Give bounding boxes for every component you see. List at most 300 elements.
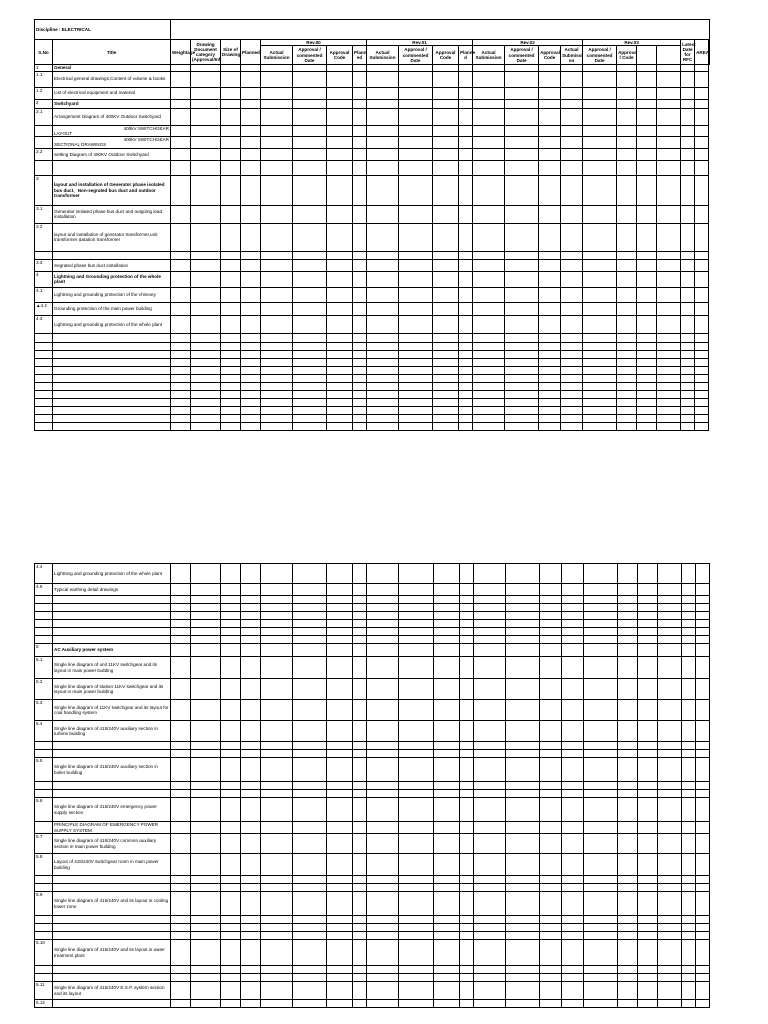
table-cell bbox=[681, 966, 695, 974]
table-cell bbox=[657, 160, 681, 175]
table-cell bbox=[681, 137, 695, 149]
table-cell bbox=[261, 99, 293, 108]
table-cell bbox=[367, 742, 399, 750]
row-sno bbox=[35, 604, 53, 612]
table-cell bbox=[561, 834, 583, 854]
table-cell bbox=[327, 108, 353, 125]
table-cell bbox=[241, 644, 261, 657]
table-cell bbox=[171, 148, 191, 160]
table-cell bbox=[617, 854, 637, 876]
row-sno bbox=[35, 750, 53, 758]
table-cell bbox=[261, 287, 293, 302]
table-cell bbox=[681, 700, 695, 721]
table-cell bbox=[657, 398, 681, 406]
table-cell bbox=[327, 287, 353, 302]
table-cell bbox=[695, 924, 709, 932]
table-cell bbox=[241, 414, 261, 422]
table-cell bbox=[473, 679, 505, 700]
table-cell bbox=[221, 374, 241, 382]
table-cell bbox=[367, 414, 399, 422]
table-cell bbox=[171, 742, 191, 750]
row-sno: 5.7 bbox=[35, 834, 53, 854]
table-cell bbox=[505, 822, 539, 834]
table-cell bbox=[617, 916, 637, 924]
table-cell bbox=[293, 644, 327, 657]
table-cell bbox=[293, 406, 327, 414]
table-cell bbox=[327, 822, 353, 834]
row-sno bbox=[35, 932, 53, 940]
table-cell bbox=[171, 628, 191, 636]
table-cell bbox=[583, 916, 617, 924]
table-cell bbox=[327, 782, 353, 790]
table-cell bbox=[433, 834, 459, 854]
table-cell bbox=[561, 916, 583, 924]
row-sno: 2.1 bbox=[35, 108, 53, 125]
table-cell bbox=[221, 382, 241, 390]
table-cell bbox=[505, 137, 539, 149]
table-cell bbox=[459, 205, 473, 223]
table-cell bbox=[473, 398, 505, 406]
table-cell bbox=[505, 414, 539, 422]
table-cell bbox=[637, 612, 657, 620]
table-cell bbox=[191, 700, 221, 721]
table-cell bbox=[353, 358, 367, 366]
table-cell bbox=[353, 628, 367, 636]
table-cell bbox=[221, 982, 241, 1000]
table-cell bbox=[695, 884, 709, 892]
table-cell bbox=[327, 974, 353, 982]
table-cell bbox=[695, 350, 709, 358]
table-cell bbox=[505, 700, 539, 721]
table-cell bbox=[583, 160, 617, 175]
table-cell bbox=[367, 924, 399, 932]
table-cell bbox=[561, 604, 583, 612]
table-cell bbox=[327, 982, 353, 1000]
table-cell bbox=[695, 358, 709, 366]
table-cell bbox=[459, 390, 473, 398]
table-cell bbox=[261, 223, 293, 251]
table-cell bbox=[617, 564, 637, 584]
row-sno bbox=[35, 422, 53, 430]
table-row bbox=[35, 798, 710, 822]
table-cell bbox=[617, 982, 637, 1000]
table-cell bbox=[241, 374, 261, 382]
table-cell bbox=[657, 604, 681, 612]
table-cell bbox=[399, 160, 433, 175]
table-cell bbox=[433, 350, 459, 358]
table-cell bbox=[293, 657, 327, 679]
table-cell bbox=[617, 798, 637, 822]
table-cell bbox=[367, 612, 399, 620]
row-sno: 5.9 bbox=[35, 892, 53, 916]
rev01-planned: Plann ed bbox=[353, 46, 367, 65]
table-cell bbox=[505, 750, 539, 758]
table-cell bbox=[367, 374, 399, 382]
table-cell bbox=[657, 932, 681, 940]
row-sno bbox=[35, 790, 53, 798]
row-sno bbox=[35, 125, 53, 137]
table-cell bbox=[261, 390, 293, 398]
table-cell bbox=[583, 721, 617, 742]
row-sno bbox=[35, 876, 53, 884]
table-cell bbox=[505, 422, 539, 430]
table-cell bbox=[241, 333, 261, 342]
row-title: Lightning and grounding protection of the chimney bbox=[53, 287, 171, 302]
table-cell bbox=[171, 315, 191, 333]
table-cell bbox=[241, 636, 261, 644]
table-cell bbox=[695, 750, 709, 758]
table-cell bbox=[353, 758, 367, 782]
table-cell bbox=[505, 333, 539, 342]
table-cell bbox=[367, 148, 399, 160]
table-cell bbox=[681, 302, 695, 315]
table-cell bbox=[171, 223, 191, 251]
table-cell bbox=[617, 366, 637, 374]
row-sno bbox=[35, 636, 53, 644]
table-cell bbox=[221, 223, 241, 251]
table-cell bbox=[221, 657, 241, 679]
table-cell bbox=[681, 742, 695, 750]
table-cell bbox=[221, 612, 241, 620]
table-cell bbox=[191, 259, 221, 271]
table-cell bbox=[695, 974, 709, 982]
table-cell bbox=[367, 628, 399, 636]
table-cell bbox=[561, 750, 583, 758]
table-cell bbox=[221, 302, 241, 315]
table-row bbox=[35, 374, 710, 382]
table-cell bbox=[261, 822, 293, 834]
table-cell bbox=[241, 366, 261, 374]
table-cell bbox=[367, 99, 399, 108]
table-cell bbox=[261, 876, 293, 884]
row-title bbox=[53, 350, 171, 358]
row-title: Single line diagram of station 11KV switchgear and its layout in main power building bbox=[53, 679, 171, 700]
table-row bbox=[35, 822, 710, 834]
table-cell bbox=[261, 1000, 293, 1008]
table-cell bbox=[561, 940, 583, 966]
table-cell bbox=[191, 108, 221, 125]
table-cell bbox=[293, 259, 327, 271]
table-cell bbox=[561, 790, 583, 798]
table-cell bbox=[583, 679, 617, 700]
table-cell bbox=[433, 148, 459, 160]
table-cell bbox=[539, 259, 561, 271]
table-cell bbox=[539, 315, 561, 333]
table-cell bbox=[637, 302, 657, 315]
table-cell bbox=[191, 657, 221, 679]
table-row bbox=[35, 350, 710, 358]
table-cell bbox=[367, 366, 399, 374]
table-cell bbox=[191, 205, 221, 223]
table-cell bbox=[399, 406, 433, 414]
table-cell bbox=[399, 604, 433, 612]
table-row bbox=[35, 657, 710, 679]
table-cell bbox=[433, 750, 459, 758]
table-cell bbox=[539, 251, 561, 259]
table-cell bbox=[681, 982, 695, 1000]
table-cell bbox=[171, 422, 191, 430]
table-cell bbox=[221, 205, 241, 223]
table-cell bbox=[681, 205, 695, 223]
table-cell bbox=[617, 700, 637, 721]
table-cell bbox=[617, 644, 637, 657]
table-cell bbox=[221, 251, 241, 259]
table-cell bbox=[681, 596, 695, 604]
table-cell bbox=[433, 99, 459, 108]
table-cell bbox=[433, 700, 459, 721]
table-cell bbox=[561, 175, 583, 205]
row-title: Lightning and grounding protection of the whole plant bbox=[53, 315, 171, 333]
table-cell bbox=[293, 721, 327, 742]
row-sno: 5.11 bbox=[35, 982, 53, 1000]
table-cell bbox=[583, 884, 617, 892]
table-cell bbox=[505, 366, 539, 374]
table-cell bbox=[459, 406, 473, 414]
table-cell bbox=[681, 125, 695, 137]
table-cell bbox=[505, 612, 539, 620]
table-cell bbox=[191, 974, 221, 982]
table-cell bbox=[433, 884, 459, 892]
table-cell bbox=[241, 1000, 261, 1008]
table-cell bbox=[459, 657, 473, 679]
table-cell bbox=[617, 782, 637, 790]
table-cell bbox=[505, 916, 539, 924]
table-cell bbox=[221, 876, 241, 884]
table-cell bbox=[459, 758, 473, 782]
table-cell bbox=[657, 315, 681, 333]
table-cell bbox=[353, 721, 367, 742]
table-cell bbox=[459, 636, 473, 644]
table-cell bbox=[505, 758, 539, 782]
table-cell bbox=[353, 822, 367, 834]
table-cell bbox=[433, 175, 459, 205]
table-cell bbox=[561, 287, 583, 302]
table-cell bbox=[171, 679, 191, 700]
table-cell bbox=[637, 721, 657, 742]
table-cell bbox=[221, 99, 241, 108]
table-cell bbox=[681, 223, 695, 251]
table-cell bbox=[293, 71, 327, 87]
table-cell bbox=[473, 137, 505, 149]
table-cell bbox=[657, 414, 681, 422]
table-cell bbox=[293, 790, 327, 798]
table-cell bbox=[433, 205, 459, 223]
table-cell bbox=[681, 628, 695, 636]
table-row bbox=[35, 333, 710, 342]
table-cell bbox=[433, 892, 459, 916]
table-cell bbox=[171, 108, 191, 125]
row-sno: 3.3 bbox=[35, 259, 53, 271]
table-cell bbox=[617, 406, 637, 414]
table-cell bbox=[221, 798, 241, 822]
table-cell bbox=[261, 721, 293, 742]
table-cell bbox=[399, 366, 433, 374]
table-cell bbox=[433, 742, 459, 750]
table-cell bbox=[473, 315, 505, 333]
table-cell bbox=[695, 892, 709, 916]
table-cell bbox=[539, 358, 561, 366]
table-cell bbox=[583, 644, 617, 657]
table-cell bbox=[399, 940, 433, 966]
table-cell bbox=[505, 406, 539, 414]
table-cell bbox=[171, 750, 191, 758]
table-cell bbox=[191, 782, 221, 790]
table-cell bbox=[261, 342, 293, 350]
table-cell bbox=[221, 854, 241, 876]
table-cell bbox=[433, 564, 459, 584]
table-cell bbox=[681, 924, 695, 932]
table-cell bbox=[221, 1000, 241, 1008]
table-cell bbox=[433, 628, 459, 636]
table-cell bbox=[617, 834, 637, 854]
table-row bbox=[35, 790, 710, 798]
table-cell bbox=[459, 584, 473, 596]
table-cell bbox=[617, 750, 637, 758]
table-cell bbox=[191, 71, 221, 87]
table-cell bbox=[617, 71, 637, 87]
row-title bbox=[53, 342, 171, 350]
table-cell bbox=[657, 884, 681, 892]
table-cell bbox=[473, 750, 505, 758]
row-title bbox=[53, 628, 171, 636]
table-cell bbox=[657, 612, 681, 620]
table-cell bbox=[657, 750, 681, 758]
rev00-approval-date: Approval / commented Date bbox=[293, 46, 327, 65]
table-cell bbox=[505, 974, 539, 982]
table-cell bbox=[473, 374, 505, 382]
table-row bbox=[35, 644, 710, 657]
table-cell bbox=[583, 596, 617, 604]
table-cell bbox=[657, 916, 681, 924]
table-cell bbox=[293, 742, 327, 750]
table-cell bbox=[171, 87, 191, 99]
table-cell bbox=[261, 333, 293, 342]
table-cell bbox=[367, 657, 399, 679]
table-cell bbox=[367, 390, 399, 398]
table-row bbox=[35, 342, 710, 350]
table-cell bbox=[327, 584, 353, 596]
rev02-actual-submission: Actual Submission bbox=[473, 46, 505, 65]
table-cell bbox=[367, 679, 399, 700]
table-cell bbox=[327, 798, 353, 822]
table-cell bbox=[191, 390, 221, 398]
table-row bbox=[35, 620, 710, 628]
table-cell bbox=[681, 798, 695, 822]
table-cell bbox=[459, 358, 473, 366]
table-cell bbox=[637, 834, 657, 854]
table-cell bbox=[695, 782, 709, 790]
table-cell bbox=[433, 604, 459, 612]
table-cell bbox=[327, 628, 353, 636]
table-cell bbox=[241, 223, 261, 251]
table-cell bbox=[505, 854, 539, 876]
table-cell bbox=[473, 390, 505, 398]
table-cell bbox=[433, 916, 459, 924]
table-cell bbox=[473, 382, 505, 390]
table-cell bbox=[681, 892, 695, 916]
table-cell bbox=[617, 390, 637, 398]
row-title bbox=[53, 932, 171, 940]
table-row bbox=[35, 148, 710, 160]
table-cell bbox=[191, 916, 221, 924]
table-cell bbox=[191, 966, 221, 974]
table-cell bbox=[539, 932, 561, 940]
table-cell bbox=[433, 333, 459, 342]
table-cell bbox=[327, 620, 353, 628]
table-row bbox=[35, 99, 710, 108]
table-cell bbox=[353, 160, 367, 175]
row-sno bbox=[35, 398, 53, 406]
table-cell bbox=[399, 358, 433, 366]
table-cell bbox=[367, 205, 399, 223]
table-cell bbox=[539, 160, 561, 175]
table-cell bbox=[293, 604, 327, 612]
table-cell bbox=[583, 390, 617, 398]
table-cell bbox=[241, 175, 261, 205]
table-row bbox=[35, 398, 710, 406]
table-cell bbox=[191, 854, 221, 876]
row-title: Setting Diagram of 400KV Outdoor Switchyard bbox=[53, 148, 171, 160]
table-cell bbox=[241, 382, 261, 390]
table-cell bbox=[637, 374, 657, 382]
table-cell bbox=[561, 974, 583, 982]
table-cell bbox=[261, 564, 293, 584]
table-cell bbox=[583, 876, 617, 884]
table-cell bbox=[399, 742, 433, 750]
table-cell bbox=[261, 302, 293, 315]
table-cell bbox=[459, 414, 473, 422]
table-cell bbox=[353, 854, 367, 876]
col-weightage-header: Weightage bbox=[171, 40, 191, 65]
table-cell bbox=[617, 137, 637, 149]
rev01-approval-date: Approval / commented Date bbox=[399, 46, 433, 65]
table-cell bbox=[657, 271, 681, 287]
table-cell bbox=[433, 382, 459, 390]
table-cell bbox=[293, 750, 327, 758]
table-cell bbox=[681, 584, 695, 596]
table-cell bbox=[505, 1000, 539, 1008]
table-cell bbox=[171, 790, 191, 798]
table-cell bbox=[241, 350, 261, 358]
table-cell bbox=[327, 406, 353, 414]
table-cell bbox=[681, 99, 695, 108]
table-cell bbox=[327, 876, 353, 884]
table-cell bbox=[695, 175, 709, 205]
table-cell bbox=[583, 924, 617, 932]
row-title: Grounding protection of the main power building bbox=[53, 302, 171, 315]
row-sno: 5.6 bbox=[35, 798, 53, 822]
table-cell bbox=[433, 657, 459, 679]
table-cell bbox=[539, 374, 561, 382]
row-title bbox=[53, 137, 171, 149]
table-row bbox=[35, 636, 710, 644]
table-cell bbox=[681, 148, 695, 160]
row-title bbox=[53, 251, 171, 259]
table-cell bbox=[353, 782, 367, 790]
table-cell bbox=[327, 205, 353, 223]
table-cell bbox=[657, 596, 681, 604]
table-cell bbox=[681, 636, 695, 644]
table-cell bbox=[399, 750, 433, 758]
table-cell bbox=[293, 342, 327, 350]
table-cell bbox=[221, 636, 241, 644]
table-cell bbox=[695, 406, 709, 414]
table-cell bbox=[561, 1000, 583, 1008]
table-cell bbox=[399, 374, 433, 382]
row-sno bbox=[35, 612, 53, 620]
table-cell bbox=[473, 175, 505, 205]
table-cell bbox=[561, 742, 583, 750]
